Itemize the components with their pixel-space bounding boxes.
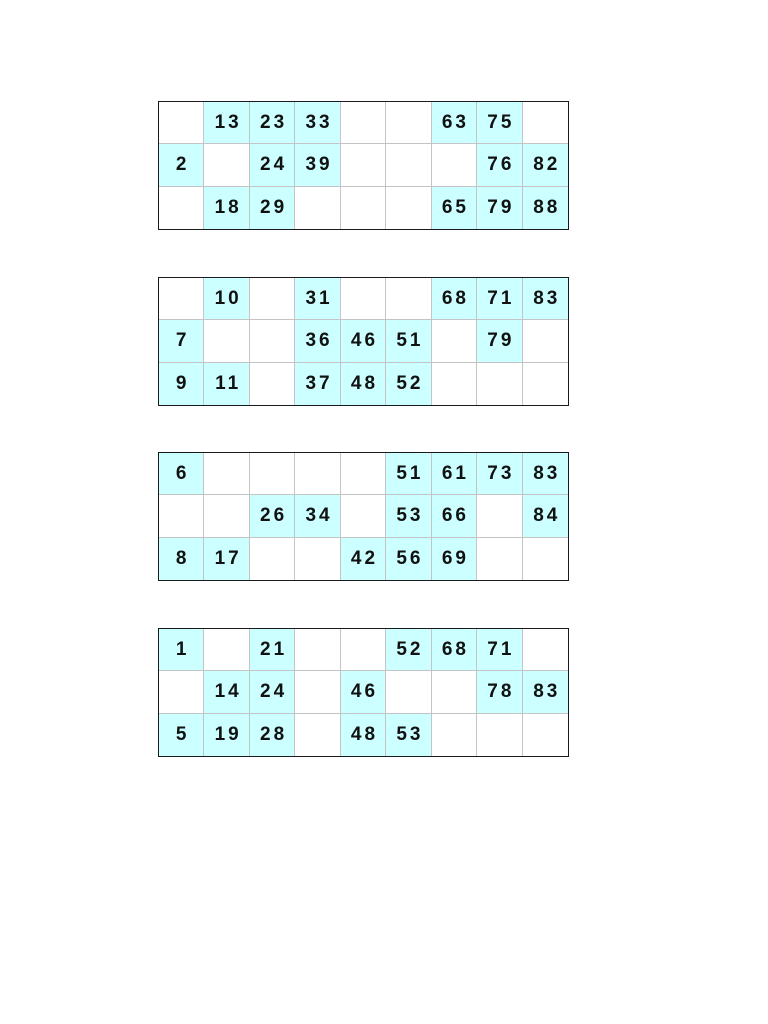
empty-cell [295, 629, 340, 671]
empty-cell [477, 538, 522, 580]
number-cell: 18 [204, 187, 249, 229]
empty-cell [159, 102, 204, 144]
number-cell: 73 [477, 453, 522, 495]
number-cell: 52 [386, 363, 431, 405]
empty-cell [295, 671, 340, 713]
number-cell: 52 [386, 629, 431, 671]
number-cell: 21 [250, 629, 295, 671]
number-cell: 36 [295, 320, 340, 362]
empty-cell [250, 538, 295, 580]
empty-cell [341, 629, 386, 671]
number-cell: 65 [432, 187, 477, 229]
empty-cell [386, 671, 431, 713]
number-cell: 46 [341, 671, 386, 713]
number-cell: 68 [432, 629, 477, 671]
empty-cell [250, 363, 295, 405]
number-cell: 48 [341, 363, 386, 405]
number-cell: 56 [386, 538, 431, 580]
number-cell: 78 [477, 671, 522, 713]
empty-cell [250, 453, 295, 495]
empty-cell [386, 278, 431, 320]
empty-cell [204, 495, 249, 537]
empty-cell [159, 278, 204, 320]
number-cell: 71 [477, 278, 522, 320]
bingo-ticket-1 [158, 101, 569, 230]
number-cell: 51 [386, 320, 431, 362]
number-cell: 23 [250, 102, 295, 144]
number-cell: 17 [204, 538, 249, 580]
number-cell: 66 [432, 495, 477, 537]
number-cell: 39 [295, 144, 340, 186]
number-cell: 88 [523, 187, 568, 229]
empty-cell [386, 144, 431, 186]
number-cell: 76 [477, 144, 522, 186]
empty-cell [250, 278, 295, 320]
number-cell: 79 [477, 187, 522, 229]
number-cell: 69 [432, 538, 477, 580]
number-cell: 19 [204, 714, 249, 756]
number-cell: 34 [295, 495, 340, 537]
number-cell: 53 [386, 714, 431, 756]
number-cell: 29 [250, 187, 295, 229]
number-cell: 51 [386, 453, 431, 495]
number-cell: 5 [159, 714, 204, 756]
empty-cell [477, 714, 522, 756]
bingo-ticket-3 [158, 452, 569, 581]
empty-cell [341, 102, 386, 144]
empty-cell [204, 453, 249, 495]
number-cell: 2 [159, 144, 204, 186]
number-cell: 7 [159, 320, 204, 362]
empty-cell [341, 495, 386, 537]
number-cell: 68 [432, 278, 477, 320]
number-cell: 9 [159, 363, 204, 405]
empty-cell [341, 278, 386, 320]
number-cell: 26 [250, 495, 295, 537]
empty-cell [477, 363, 522, 405]
empty-cell [432, 144, 477, 186]
number-cell: 46 [341, 320, 386, 362]
empty-cell [159, 671, 204, 713]
number-cell: 53 [386, 495, 431, 537]
empty-cell [295, 714, 340, 756]
number-cell: 84 [523, 495, 568, 537]
number-cell: 61 [432, 453, 477, 495]
number-cell: 28 [250, 714, 295, 756]
bingo-ticket-4 [158, 628, 569, 757]
empty-cell [386, 187, 431, 229]
empty-cell [159, 187, 204, 229]
empty-cell [159, 495, 204, 537]
number-cell: 42 [341, 538, 386, 580]
empty-cell [204, 629, 249, 671]
number-cell: 6 [159, 453, 204, 495]
empty-cell [523, 538, 568, 580]
number-cell: 24 [250, 144, 295, 186]
empty-cell [432, 363, 477, 405]
number-cell: 11 [204, 363, 249, 405]
number-cell: 10 [204, 278, 249, 320]
empty-cell [523, 102, 568, 144]
number-cell: 48 [341, 714, 386, 756]
number-cell: 63 [432, 102, 477, 144]
number-cell: 83 [523, 278, 568, 320]
number-cell: 83 [523, 671, 568, 713]
number-cell: 33 [295, 102, 340, 144]
empty-cell [341, 187, 386, 229]
number-cell: 13 [204, 102, 249, 144]
empty-cell [295, 453, 340, 495]
empty-cell [250, 320, 295, 362]
number-cell: 31 [295, 278, 340, 320]
empty-cell [523, 320, 568, 362]
empty-cell [432, 320, 477, 362]
number-cell: 83 [523, 453, 568, 495]
empty-cell [341, 453, 386, 495]
number-cell: 79 [477, 320, 522, 362]
empty-cell [295, 538, 340, 580]
empty-cell [204, 144, 249, 186]
empty-cell [432, 671, 477, 713]
empty-cell [477, 495, 522, 537]
number-cell: 8 [159, 538, 204, 580]
empty-cell [204, 320, 249, 362]
empty-cell [523, 629, 568, 671]
empty-cell [523, 714, 568, 756]
empty-cell [341, 144, 386, 186]
number-cell: 75 [477, 102, 522, 144]
empty-cell [523, 363, 568, 405]
number-cell: 71 [477, 629, 522, 671]
number-cell: 14 [204, 671, 249, 713]
empty-cell [386, 102, 431, 144]
number-cell: 24 [250, 671, 295, 713]
number-cell: 82 [523, 144, 568, 186]
bingo-ticket-2 [158, 277, 569, 406]
empty-cell [432, 714, 477, 756]
number-cell: 37 [295, 363, 340, 405]
empty-cell [295, 187, 340, 229]
number-cell: 1 [159, 629, 204, 671]
